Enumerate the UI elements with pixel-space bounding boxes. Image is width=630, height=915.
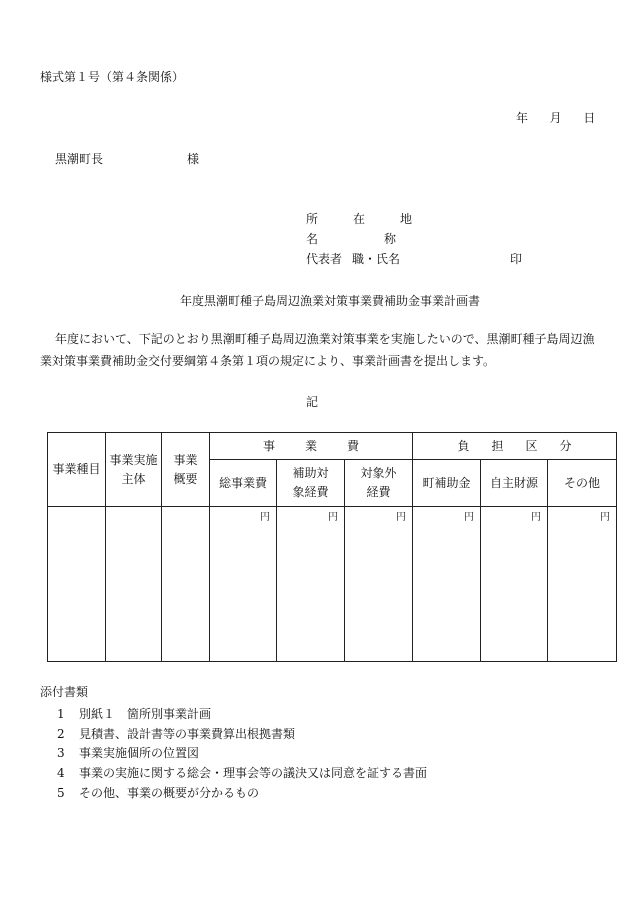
attachment-item: 1 別紙１ 箇所別事業計画 (57, 707, 212, 721)
body-line-2: 業対策事業費補助金交付要綱第４条第１項の規定により、事業計画書を提出します。 (40, 354, 496, 368)
header-town-subsidy: 町補助金 (413, 460, 481, 507)
cell-total-cost[interactable]: 円 (210, 507, 277, 662)
addressee-honorific: 様 (187, 152, 200, 166)
cell-project-type[interactable] (48, 507, 106, 662)
representative-name-label: 職・氏名 (352, 252, 401, 266)
seal-mark: 印 (510, 252, 523, 266)
attachments-heading: 添付書類 (40, 685, 89, 699)
date-line (516, 112, 595, 124)
attachment-item: 4 事業の実施に関する総会・理事会等の議決又は同意を証する書面 (57, 766, 428, 780)
date-month: 月 (549, 111, 562, 125)
date-year: 年 (516, 111, 529, 125)
header-eligible-cost: 補助対 象経費 (277, 460, 345, 507)
header-project-cost: 事 業 費 (210, 433, 413, 460)
header-own-funds: 自主財源 (481, 460, 548, 507)
header-implementer: 事業実施 主体 (106, 433, 162, 507)
date-day: 日 (583, 111, 596, 125)
header-ineligible-cost: 対象外 経費 (345, 460, 413, 507)
header-other: その他 (548, 460, 617, 507)
cell-summary[interactable] (162, 507, 210, 662)
addressee-title: 黒潮町長 (55, 152, 104, 166)
header-summary: 事業 概要 (162, 433, 210, 507)
attachment-item: 5 その他、事業の概要が分かるもの (57, 786, 260, 800)
document-title: 年度黒潮町種子島周辺漁業対策事業費補助金事業計画書 (180, 294, 481, 308)
cell-other[interactable]: 円 (548, 507, 617, 662)
cell-ineligible-cost[interactable]: 円 (345, 507, 413, 662)
cell-eligible-cost[interactable]: 円 (277, 507, 345, 662)
name-label: 名 称 (306, 232, 396, 246)
representative-label: 代表者 (306, 252, 343, 266)
attachment-item: 3 事業実施個所の位置図 (57, 746, 200, 760)
address-label: 所 在 地 (306, 212, 412, 226)
cell-town-subsidy[interactable]: 円 (413, 507, 481, 662)
attachment-item: 2 見積書、設計書等の事業費算出根拠書類 (57, 727, 296, 741)
header-burden-category: 負 担 区 分 (413, 433, 617, 460)
form-number: 様式第１号（第４条関係） (40, 70, 185, 84)
header-project-type: 事業種目 (48, 433, 106, 507)
cell-own-funds[interactable]: 円 (481, 507, 548, 662)
body-line-1: 年度において、下記のとおり黒潮町種子島周辺漁業対策事業を実施したいので、黒潮町種子島周辺漁 (55, 332, 595, 346)
project-plan-table (47, 432, 617, 662)
cell-implementer[interactable] (106, 507, 162, 662)
header-total-cost: 総事業費 (210, 460, 277, 507)
ki-mark: 記 (306, 395, 319, 409)
